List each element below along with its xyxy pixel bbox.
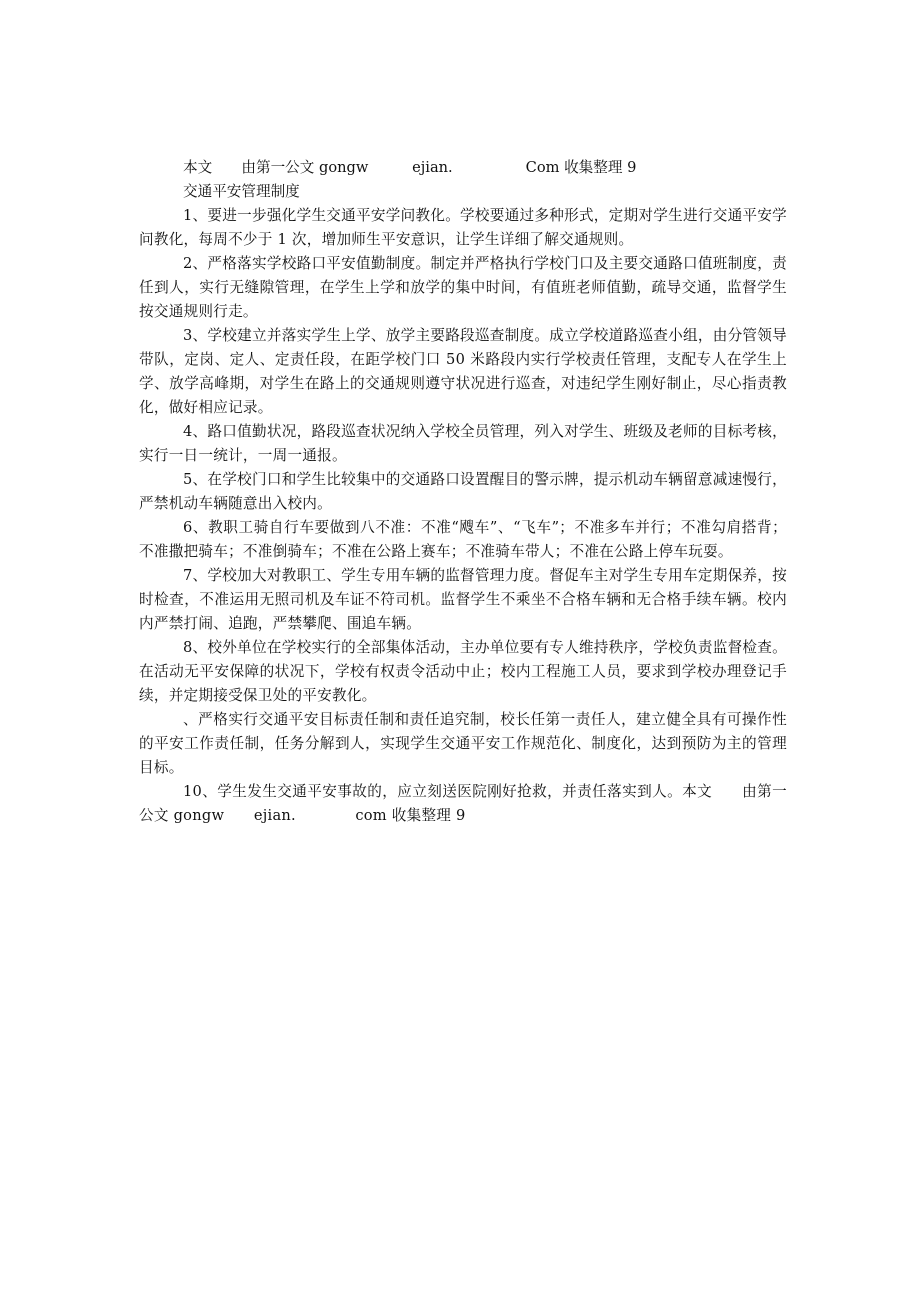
source-note: 本文 由第一公文 gongw ejian. Com 收集整理 9 (183, 159, 637, 176)
paragraph-1: 1、要进一步强化学生交通平安学问教化。学校要通过多种形式，定期对学生进行交通平安学问教化，每周不少于 1 次，增加师生平安意识，让学生详细了解交通规则。 (139, 207, 787, 248)
paragraph-7: 7、学校加大对教职工、学生专用车辆的监督管理力度。督促车主对学生专用车定期保养，按时检查，不准运用无照司机及车证不符司机。监督学生不乘坐不合格车辆和无合格手续车辆。校内内严禁打闹、追跑，严禁攀爬、围追车辆。 (139, 567, 787, 632)
paragraph-10: 10、学生发生交通平安事故的，应立刻送医院刚好抢救，并责任落实到人。本文 由第一公文 gongw ejian. com 收集整理 9 (139, 783, 787, 824)
paragraph-6: 6、教职工骑自行车要做到八不准：不准“飕车”、“飞车”；不准多车并行；不准勾肩搭背；不准撒把骑车；不准倒骑车；不准在公路上赛车；不准骑车带人；不准在公路上停车玩耍。 (139, 519, 787, 560)
paragraph-5: 5、在学校门口和学生比较集中的交通路口设置醒目的警示牌，提示机动车辆留意减速慢行，严禁机动车辆随意出入校内。 (139, 471, 787, 512)
paragraph-2: 2、严格落实学校路口平安值勤制度。制定并严格执行学校门口及主要交通路口值班制度，责任到人，实行无缝隙管理，在学生上学和放学的集中时间，有值班老师值勤，疏导交通，监督学生按交通规则行走。 (139, 255, 787, 320)
paragraph-9: 、严格实行交通平安目标责任制和责任追究制，校长任第一责任人，建立健全具有可操作性的平安工作责任制，任务分解到人，实现学生交通平安工作规范化、制度化，达到预防为主的管理目标。 (139, 711, 787, 776)
paragraph-4: 4、路口值勤状况，路段巡查状况纳入学校全员管理，列入对学生、班级及老师的目标考核，实行一日一统计，一周一通报。 (139, 423, 787, 464)
paragraph-8: 8、校外单位在学校实行的全部集体活动，主办单位要有专人维持秩序，学校负责监督检查。在活动无平安保障的状况下，学校有权责令活动中止；校内工程施工人员，要求到学校办理登记手续，并定期接受保卫处的平安教化。 (139, 639, 787, 704)
paragraph-3: 3、学校建立并落实学生上学、放学主要路段巡查制度。成立学校道路巡查小组，由分管领导带队，定岗、定人、定责任段，在距学校门口 50 米路段内实行学校责任管理，支配专人在学生上学、放学高峰期，对学生在路上的交通规则遵守状况进行巡查，对违纪学生刚好制止，尽心指责教化，做好相应记录。 (139, 327, 787, 416)
document-body (139, 156, 787, 828)
document-title: 交通平安管理制度 (183, 183, 300, 200)
